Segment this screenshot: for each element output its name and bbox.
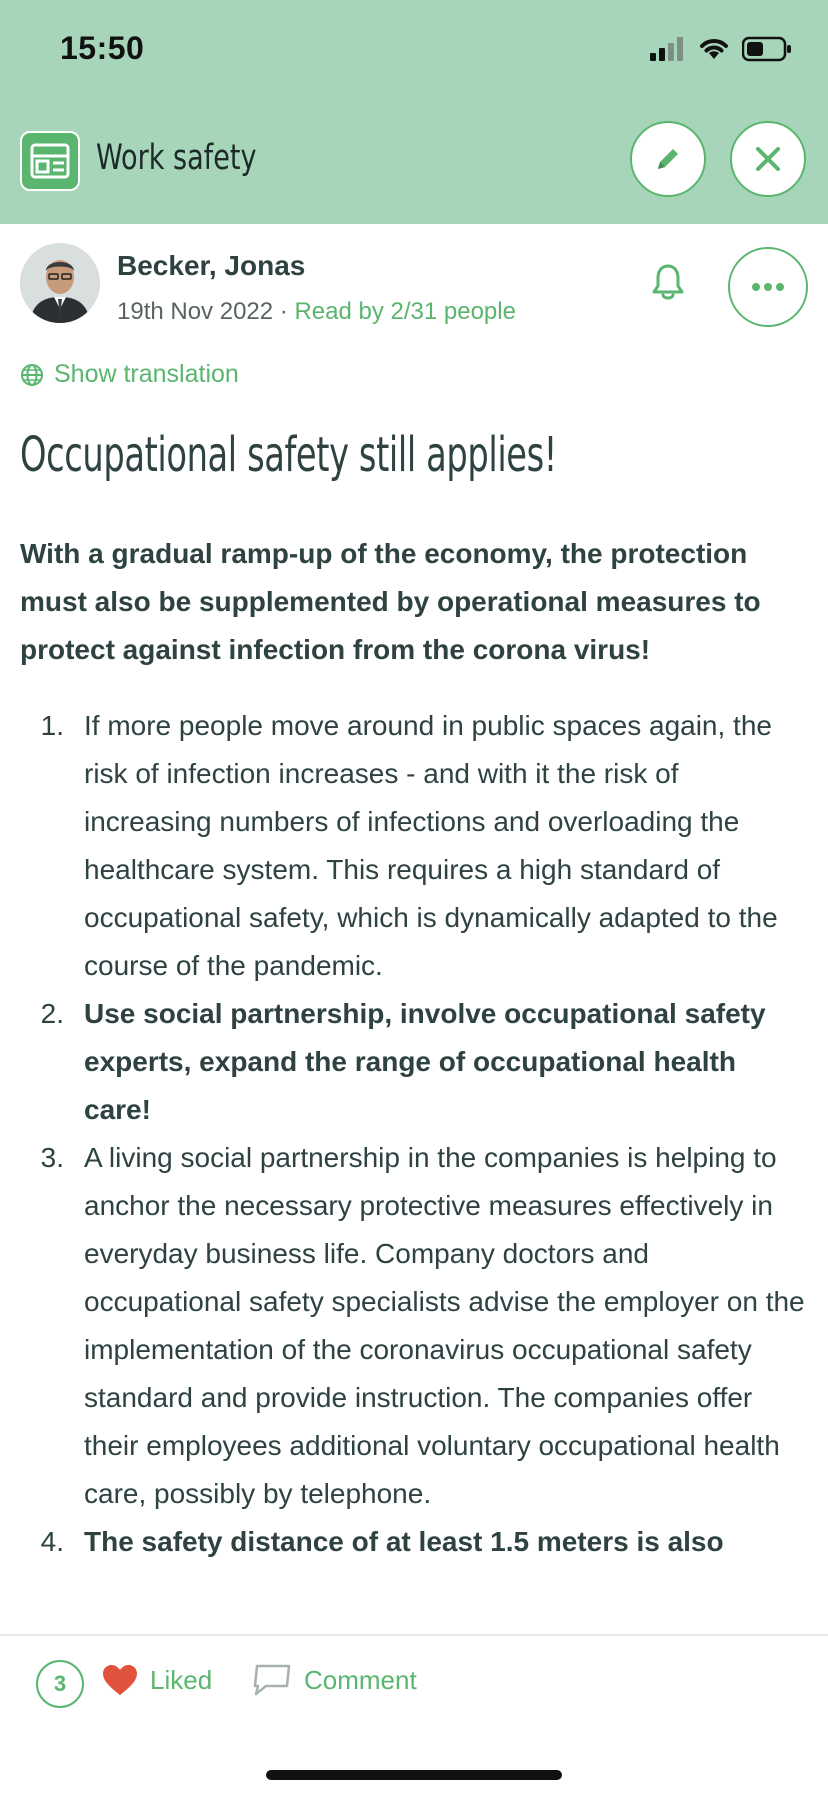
- like-count-badge[interactable]: 3: [36, 1660, 84, 1708]
- comment-button[interactable]: [252, 1664, 417, 1696]
- cellular-signal-icon: [650, 37, 686, 61]
- close-button[interactable]: [730, 121, 806, 197]
- list-item: [20, 990, 810, 1134]
- status-icons: [650, 34, 792, 64]
- comment-icon: [252, 1664, 292, 1696]
- list-number: 1.: [40, 710, 64, 741]
- list-item: [20, 1134, 810, 1518]
- more-icon: [748, 282, 788, 292]
- heart-icon: [102, 1664, 138, 1696]
- layout-icon: [30, 143, 70, 179]
- notification-button[interactable]: [628, 247, 708, 317]
- bell-icon: [650, 262, 686, 302]
- post-headline: Occupational safety still applies!: [20, 427, 557, 483]
- list-number: 3.: [40, 1142, 64, 1173]
- app-icon: [20, 131, 80, 191]
- liked-label: Liked: [150, 1664, 213, 1695]
- close-icon: [753, 144, 783, 174]
- show-translation-label: Show translation: [54, 360, 239, 388]
- wifi-icon: [698, 37, 730, 61]
- author-name[interactable]: Becker, Jonas: [117, 250, 306, 281]
- status-time: 15:50: [60, 30, 145, 66]
- post-date: 19th Nov 2022: [117, 298, 274, 325]
- meta-separator: ·: [273, 298, 295, 325]
- list-text: If more people move around in public spaces again, the risk of infection increases - and with it the risk of increasing numbers of infections and overloading the healthcare system. This requires a high standard of occupational safety, which is dynamically adapted to the course of the pandemic.: [84, 710, 778, 981]
- author-photo-icon: [20, 243, 100, 323]
- list-item: [20, 1518, 810, 1566]
- post-lead: With a gradual ramp-up of the economy, the protection must also be supplemented by operational measures to protect against infection from the corona virus!: [20, 538, 761, 665]
- edit-button[interactable]: [630, 121, 706, 197]
- app-header: [0, 0, 828, 224]
- list-text: The safety distance of at least 1.5 meters is also: [84, 1526, 724, 1557]
- post-list: [20, 702, 810, 1622]
- globe-icon: [20, 363, 44, 387]
- list-item: [20, 702, 810, 990]
- show-translation-link[interactable]: [20, 360, 239, 389]
- list-text: A living social partnership in the companies is helping to anchor the necessary protective measures effectively in everyday business life. Company doctors and occupational safety specialists advise the employer on the implementation of the coronavirus occupational safety standard and provide instruction. The companies offer their employees additional voluntary occupational health care, possibly by telephone.: [84, 1142, 805, 1509]
- list-number: 4.: [40, 1526, 64, 1557]
- comment-label: Comment: [304, 1664, 417, 1695]
- like-button[interactable]: [102, 1664, 212, 1696]
- list-number: 2.: [40, 998, 64, 1029]
- more-options-button[interactable]: [728, 247, 808, 327]
- battery-icon: [742, 36, 792, 62]
- list-text: Use social partnership, involve occupational safety experts, expand the range of occupational health care!: [84, 998, 766, 1125]
- read-by-link[interactable]: Read by 2/31 people: [294, 298, 516, 325]
- pencil-icon: [653, 144, 683, 174]
- post-meta: [117, 298, 516, 326]
- page-title: Work safety: [96, 138, 257, 178]
- avatar[interactable]: [20, 243, 100, 323]
- home-indicator[interactable]: [266, 1770, 562, 1780]
